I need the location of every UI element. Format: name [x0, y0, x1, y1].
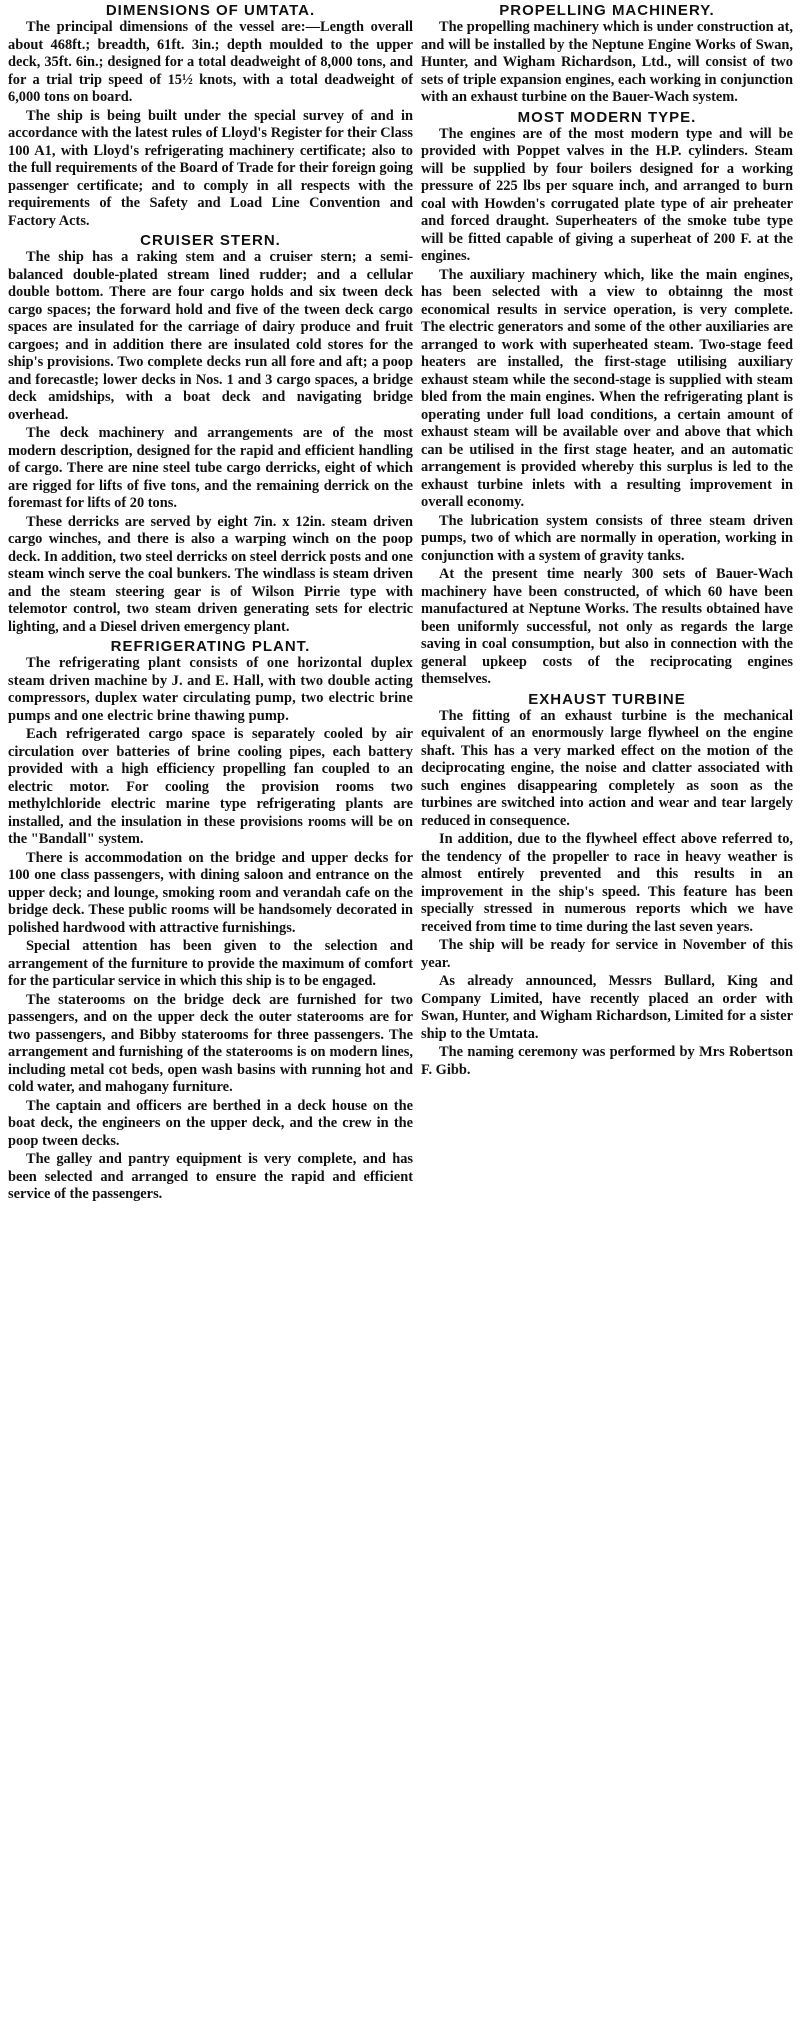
paragraph: The engines are of the most modern type and will be provided with Poppet valves in the H.P. cylinders. Steam will be supplied by four boilers designed for a working pressure of 225 lbs per square inch, and arranged to burn coal with Howden's corrugated plate type of air preheater and forced draught. Superheaters of the smoke tube type will be fitted capable of giving a superheat of 200 F. at the engines.	[421, 125, 793, 264]
paragraph: The auxiliary machinery which, like the main engines, has been selected with a view to obtainng the most economical results in service operation, is very complete. The electric generators and some of the other auxiliaries are arranged to work with superheated steam. Two-stage feed heaters are installed, the first-stage utilising auxiliary exhaust steam while the second-stage is supplied with steam bled from the main engines. When the refrigerating plant is operating under full load conditions, a certain amount of exhaust steam will be available over and above that which can be utilised in the first stage heater, and an automatic arrangement is provided whereby this surplus is led to the exhaust turbine inlets with a resulting improvement in overall economy.	[421, 266, 793, 510]
paragraph: As already announced, Messrs Bullard, King and Company Limited, have recently placed an order with Swan, Hunter, and Wigham Richardson, Limited for a sister ship to the Umtata.	[421, 973, 793, 1042]
paragraph: The naming ceremony was performed by Mrs Robertson F. Gibb.	[421, 1044, 793, 1078]
paragraph: The principal dimensions of the vessel are:—Length overall about 468ft.; breadth, 61ft. 3in.; depth moulded to the upper deck, 35ft. 6in.; designed for a total deadweight of 8,000 tons, and for a trial trip speed of 15½ knots, with a total deadweight of 6,000 tons on board.	[8, 19, 413, 105]
heading-most-modern-type: MOST MODERN TYPE.	[517, 108, 697, 126]
paragraph: The ship will be ready for service in November of this year.	[421, 937, 793, 971]
heading-dimensions-of-umtata: DIMENSIONS OF UMTATA.	[105, 2, 316, 19]
paragraph: The deck machinery and arrangements are of the most modern description, designed for the rapid and efficient handling of cargo. There are nine steel tube cargo derricks, eight of which are rigged for lifts of five tons, and the remaining derrick on the foremast for lifts of 20 tons.	[8, 425, 413, 511]
paragraph: The ship has a raking stem and a cruiser stern; a semi-balanced double-plated stream lined rudder; and a cellular double bottom. There are four cargo holds and six tween deck cargo spaces; the forward hold and five of the tween deck cargo spaces are insulated for the carriage of dairy produce and fruit cargoes; and in addition there are insulated cold stores for the ship's provisions. Two complete decks run all fore and aft; a poop and forecastle; lower decks in Nos. 1 and 3 cargo spaces, a bridge deck amidships, with a boat deck and navigating bridge overhead.	[8, 249, 413, 423]
paragraph: The refrigerating plant consists of one horizontal duplex steam driven machine by J. and E. Hall, with two double acting compressors, duplex water circulating pump, two electric brine pumps and one electric brine thawing pump.	[8, 655, 413, 724]
paragraph: The fitting of an exhaust turbine is the mechanical equivalent of an enormously large flywheel on the engine shaft. This has a very marked effect on the motion of the deciprocating engine, the noise and clatter associated with such engines disappearing completely as soon as the turbines are switched into action and wear and tear largely reduced in consequence.	[421, 707, 793, 829]
paragraph: The staterooms on the bridge deck are furnished for two passengers, and on the upper deck the outer staterooms are for two passengers, and Bibby staterooms for three passengers. The arrangement and furnishing of the staterooms is on modern lines, including metal cot beds, open wash basins with running hot and cold water, and mahogany furniture.	[8, 991, 413, 1095]
paragraph: Each refrigerated cargo space is separately cooled by air circulation over batteries of brine cooling pipes, each battery provided with a high efficiency propelling fan coupled to an electric motor. For cooling the provision rooms two methylchloride electric marine type refrigerating plants are installed, and the insulation in these provisions rooms will be on the "Bandall" system.	[8, 726, 413, 847]
paragraph: The ship is being built under the special survey of and in accordance with the latest rules of Lloyd's Register for their Class 100 A1, with Lloyd's refrigerating machinery certificate; also to the full requirements of the Board of Trade for their foreign going passenger certificate; and to comply in all respects with the requirements of the Safety and Load Line Convention and Factory Acts.	[8, 107, 413, 229]
paragraph: There is accommodation on the bridge and upper decks for 100 one class passengers, with dining saloon and entrance on the upper deck; and lounge, smoking room and verandah cafe on the bridge deck. These public rooms will be handsomely decorated in polished hardwood with attractive furnishings.	[8, 849, 413, 936]
paragraph: The galley and pantry equipment is very complete, and has been selected and arranged to ensure the rapid and efficient service of the passengers.	[8, 1151, 413, 1202]
heading-cruiser-stern: CRUISER STERN.	[140, 232, 281, 249]
right-column	[421, 0, 793, 1079]
paragraph: The lubrication system consists of three steam driven pumps, two of which are normally in operation, working in conjunction with a system of gravity tanks.	[421, 512, 793, 564]
heading-propelling-machinery: PROPELLING MACHINERY.	[499, 2, 715, 19]
paragraph: The propelling machinery which is under construction at, and will be installed by the Neptune Engine Works of Swan, Hunter, and Wigham Richardson, Ltd., will consist of two sets of triple expansion engines, each working in conjunction with an exhaust turbine on the Bauer-Wach system.	[421, 19, 793, 105]
paragraph: In addition, due to the flywheel effect above referred to, the tendency of the propeller to race in heavy weather is almost entirely prevented and this results in an improvement in the ship's speed. This feature has been specially stressed in numerous reports which we have received from time to time during the last seven years.	[421, 831, 793, 935]
heading-exhaust-turbine: EXHAUST TURBINE	[528, 690, 686, 708]
heading-refrigerating-plant: REFRIGERATING PLANT.	[110, 638, 311, 655]
paragraph: These derricks are served by eight 7in. x 12in. steam driven cargo winches, and there is also a warping winch on the poop deck. In addition, two steel derricks on steel derrick posts and one steam winch serve the coal bunkers. The windlass is steam driven and the steam steering gear is of Wilson Pirrie type with telemotor control, two steam driven generating sets for electric lighting, and a Diesel driven emergency plant.	[8, 513, 413, 635]
paragraph: The captain and officers are berthed in a deck house on the boat deck, the engineers on the upper deck, and the crew in the poop tween decks.	[8, 1097, 413, 1149]
paragraph: Special attention has been given to the selection and arrangement of the furniture to provide the maximum of comfort for the particular service in which this ship is to be engaged.	[8, 938, 413, 989]
left-column	[8, 0, 413, 1204]
paragraph: At the present time nearly 300 sets of Bauer-Wach machinery have been constructed, of which 60 have been manufactured at Neptune Works. The results obtained have been uniformly successful, not only as regards the large saving in coal consumption, but also in connection with the general upkeep costs of the reciprocating engines themselves.	[421, 566, 793, 687]
